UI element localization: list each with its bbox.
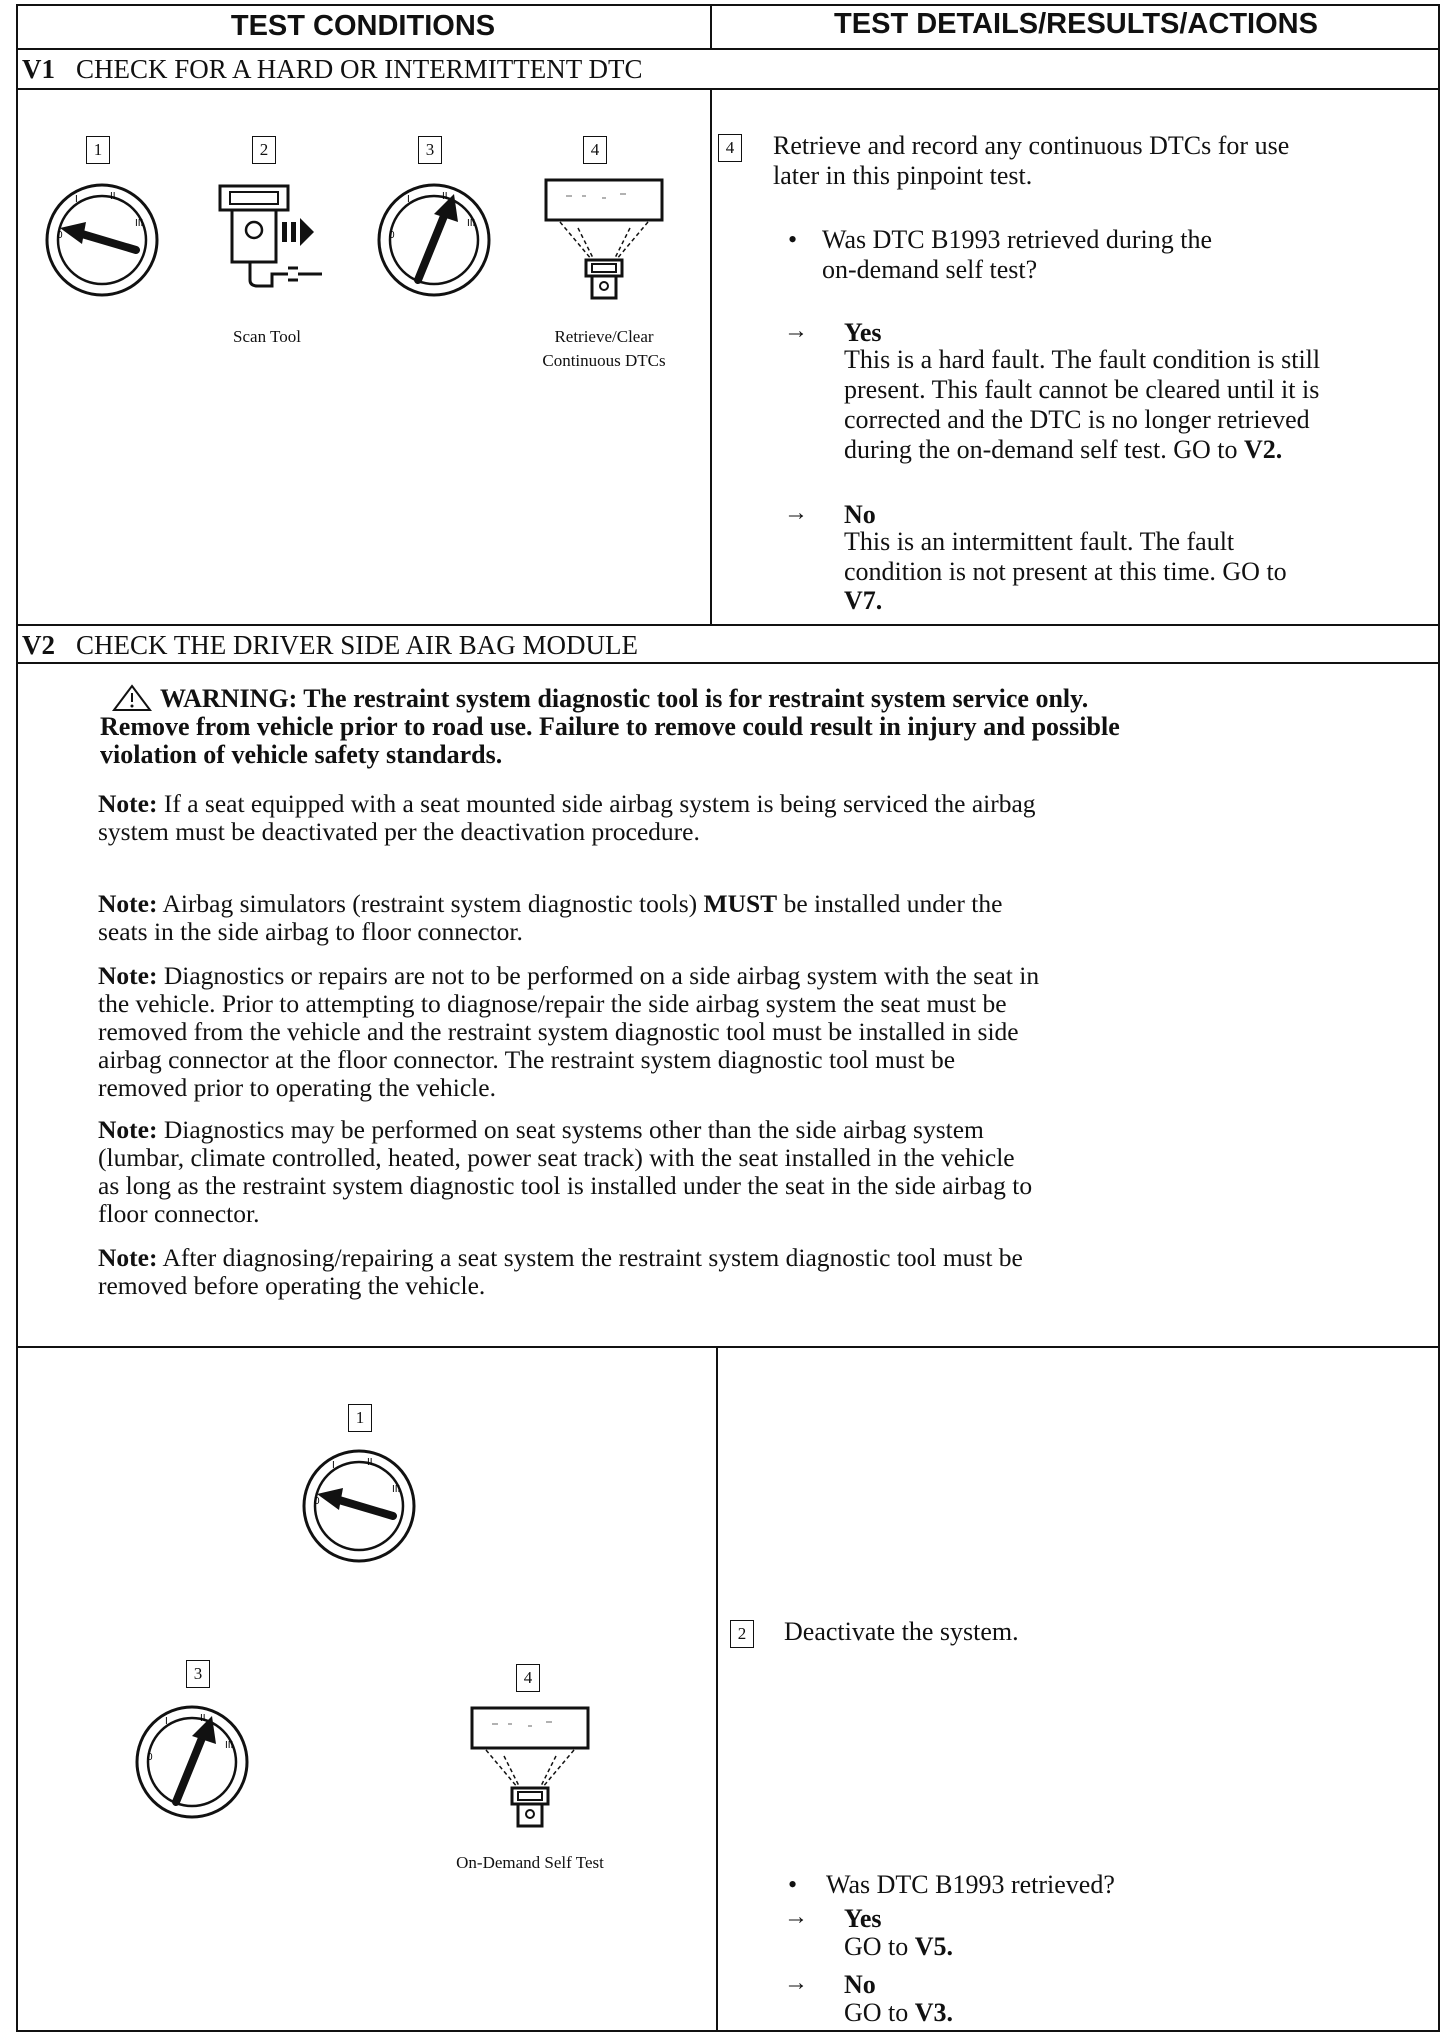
note-text: removed from the vehicle and the restraint system diagnostic tool must be installed in side	[98, 1017, 1019, 1046]
note-text: Airbag simulators (restraint system diagnostic tools)	[162, 889, 698, 918]
svg-text:III: III	[467, 218, 476, 229]
note-text: Diagnostics may be performed on seat systems other than the side airbag system	[163, 1115, 984, 1144]
v1-step-4-box: 4	[583, 136, 607, 164]
v1-yes-line: corrected and the DTC is no longer retrieved	[844, 405, 1310, 434]
v2-yes-text: GO to	[844, 1932, 909, 1961]
v1-title-text: CHECK FOR A HARD OR INTERMITTENT DTC	[76, 54, 643, 84]
v2-title	[22, 630, 638, 661]
pinpoint-test-sheet	[16, 4, 1440, 2032]
svg-text:I: I	[75, 194, 78, 205]
ignition-off-icon	[44, 182, 160, 298]
v1-step-id: V1	[22, 54, 55, 84]
svg-text:II: II	[442, 191, 448, 202]
v2-yes-goto-link[interactable]: V5.	[914, 1932, 954, 1961]
note-label: Note:	[98, 1115, 158, 1144]
v1-yes-arrow: →	[784, 318, 808, 344]
svg-text:0: 0	[389, 230, 395, 241]
v1-bullet: •	[788, 225, 798, 254]
svg-text:I: I	[332, 1460, 335, 1471]
v2-no-text: GO to	[844, 1998, 909, 2027]
v2-bullet: •	[788, 1870, 798, 1899]
v1-yes-line: during the on-demand self test. GO to	[844, 435, 1238, 464]
v1-yes-goto-link[interactable]: V2.	[1244, 435, 1283, 464]
note-3	[98, 962, 1039, 1102]
scan-tool-caption: Scan Tool	[233, 327, 301, 346]
svg-text:0: 0	[314, 1496, 320, 1507]
divider	[16, 88, 1440, 90]
v2-no-arrow: →	[784, 1970, 808, 1996]
column-divider	[716, 1346, 718, 2032]
svg-text:I: I	[407, 194, 410, 205]
v1-title	[22, 54, 643, 85]
note-1	[98, 790, 1036, 846]
header-test-conditions: TEST CONDITIONS	[230, 10, 496, 42]
self-test-caption: On-Demand Self Test	[456, 1853, 604, 1872]
note-text: be installed under the	[783, 889, 1003, 918]
svg-text:0: 0	[147, 1752, 153, 1763]
note-text: the vehicle. Prior to attempting to diagnose/repair the side airbag system the seat must be	[98, 989, 1007, 1018]
warning-line: violation of vehicle safety standards.	[100, 740, 503, 769]
v1-detail-line1: Retrieve and record any continuous DTCs for use	[773, 131, 1290, 160]
warning-line: WARNING: The restraint system diagnostic tool is for restraint system service only.	[160, 684, 1089, 713]
divider	[16, 1346, 1440, 1348]
note-text: floor connector.	[98, 1199, 260, 1228]
note-label: Note:	[98, 1243, 158, 1272]
svg-text:0: 0	[57, 230, 63, 241]
v1-yes-line: present. This fault cannot be cleared until it is	[844, 375, 1320, 404]
v2-yes-label: Yes	[844, 1904, 882, 1933]
note-label: Note:	[98, 789, 158, 818]
svg-text:II: II	[367, 1457, 373, 1468]
svg-text:I: I	[165, 1716, 168, 1727]
v1-step-1-box: 1	[86, 136, 110, 164]
v1-no-line: condition is not present at this time. GO to	[844, 557, 1287, 586]
v2-yes-arrow: →	[784, 1904, 808, 1930]
svg-text:III: III	[225, 1740, 234, 1751]
v1-step-2-box: 2	[252, 136, 276, 164]
note-4	[98, 1116, 1032, 1228]
note-text: After diagnosing/repairing a seat system the restraint system diagnostic tool must be	[162, 1243, 1023, 1272]
v2-title-text: CHECK THE DRIVER SIDE AIR BAG MODULE	[76, 630, 639, 660]
svg-text:II: II	[110, 191, 116, 202]
scan-tool-icon	[202, 180, 332, 300]
note-text: removed before operating the vehicle.	[98, 1271, 486, 1300]
v1-detail-line2: later in this pinpoint test.	[773, 161, 1033, 190]
ignition-run-icon	[376, 182, 492, 298]
note-label: Note:	[98, 889, 158, 918]
note-text: system must be deactivated per the deactivation procedure.	[98, 817, 700, 846]
divider	[16, 48, 1440, 50]
v2-no-line	[844, 1998, 953, 2028]
note-label: Note:	[98, 961, 158, 990]
v1-no-arrow: →	[784, 500, 808, 526]
note-text: Diagnostics or repairs are not to be performed on a side airbag system with the seat in	[163, 961, 1040, 990]
note-text: as long as the restraint system diagnostic tool is installed under the seat in the side airbag to	[98, 1171, 1033, 1200]
v2-step-4-box: 4	[516, 1664, 540, 1692]
note-2	[98, 890, 1002, 946]
v1-step-3-box: 3	[418, 136, 442, 164]
v1-question-line1: Was DTC B1993 retrieved during the	[822, 225, 1212, 254]
note-emphasis: MUST	[703, 889, 778, 918]
v2-yes-line	[844, 1932, 953, 1962]
scan-display-icon	[542, 176, 666, 306]
note-5	[98, 1244, 1023, 1300]
note-text: seats in the side airbag to floor connector.	[98, 917, 523, 946]
divider	[16, 624, 1440, 626]
v2-no-label: No	[844, 1970, 876, 1999]
svg-text:III: III	[135, 218, 144, 229]
v1-yes-label: Yes	[844, 318, 882, 347]
note-text: (lumbar, climate controlled, heated, power seat track) with the seat installed in the vehicle	[98, 1143, 1015, 1172]
retrieve-caption-line2: Continuous DTCs	[542, 351, 666, 370]
svg-text:II: II	[200, 1713, 206, 1724]
header-test-details: TEST DETAILS/RESULTS/ACTIONS	[834, 8, 1318, 40]
v1-no-goto-link[interactable]: V7.	[844, 586, 883, 615]
warning-line: Remove from vehicle prior to road use. Failure to remove could result in injury and possible	[100, 712, 1120, 741]
v2-step-id: V2	[22, 630, 55, 660]
svg-text:III: III	[392, 1484, 401, 1495]
v1-yes-line: This is a hard fault. The fault condition is still	[844, 345, 1321, 374]
v2-step-1-box: 1	[348, 1404, 372, 1432]
v2-no-goto-link[interactable]: V3.	[914, 1998, 954, 2027]
v1-question-line2: on-demand self test?	[822, 255, 1038, 284]
retrieve-caption-line1: Retrieve/Clear	[554, 327, 654, 346]
note-text: If a seat equipped with a seat mounted side airbag system is being serviced the airbag	[163, 789, 1036, 818]
v2-detail-step-box: 2	[730, 1620, 754, 1648]
v2-question: Was DTC B1993 retrieved?	[826, 1870, 1115, 1899]
v2-detail-text: Deactivate the system.	[784, 1617, 1019, 1646]
v1-no-label: No	[844, 500, 876, 529]
v1-detail-step-box: 4	[718, 134, 742, 162]
v2-step-3-box: 3	[186, 1660, 210, 1688]
v1-no-line: This is an intermittent fault. The fault	[844, 527, 1235, 556]
note-text: removed prior to operating the vehicle.	[98, 1073, 496, 1102]
column-divider	[710, 88, 712, 624]
ignition-run-icon	[134, 1704, 250, 1820]
divider	[16, 662, 1440, 664]
note-text: airbag connector at the floor connector. The restraint system diagnostic tool must be	[98, 1045, 956, 1074]
v1-yes-line-last	[844, 435, 1282, 465]
ignition-off-icon	[301, 1448, 417, 1564]
warning-triangle-icon	[112, 684, 152, 712]
scan-display-icon	[468, 1704, 592, 1834]
